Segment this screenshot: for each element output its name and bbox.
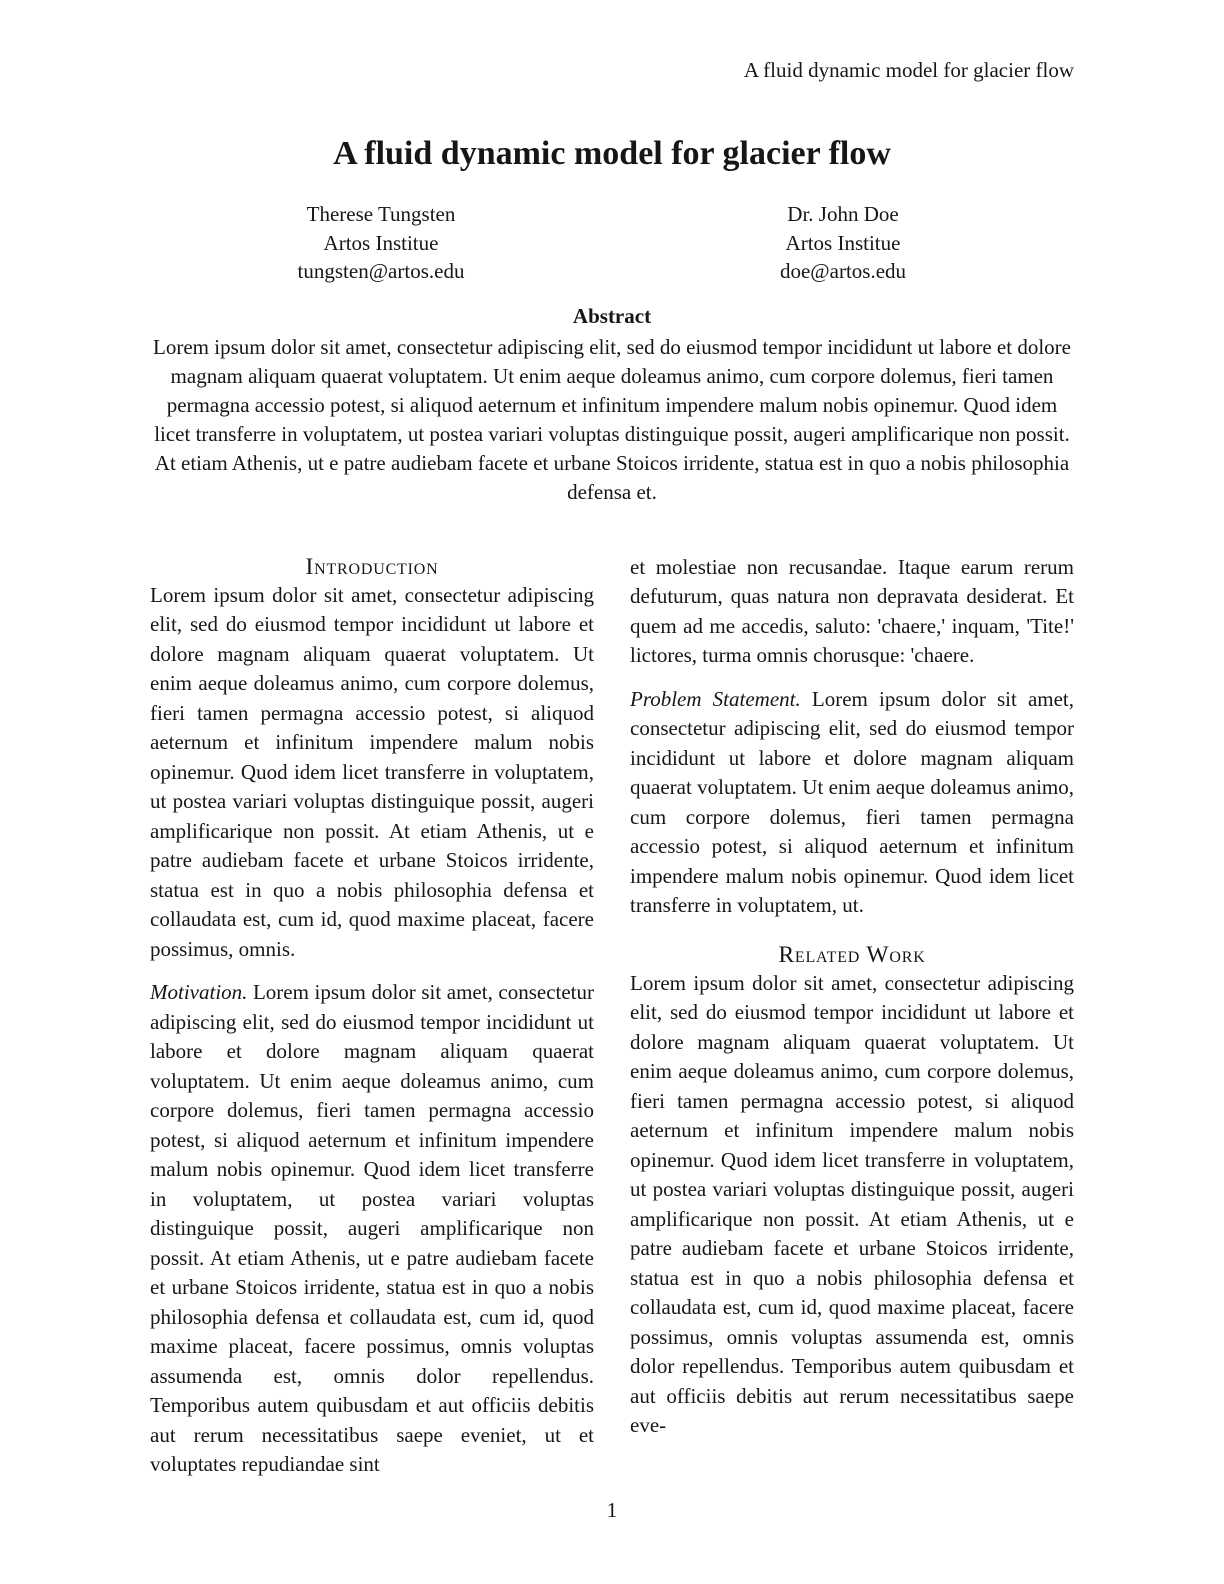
paragraph-problem-statement	[630, 685, 1074, 921]
paragraph-motivation-continued: et molestiae non recusandae. Itaque earum rerum defuturum, quas natura non depravata desiderat. Et quem ad me accedis, saluto: 'chaere,' inquam, 'Tite!' lictores, turma omnis chorusque: 'chaere.	[630, 554, 1074, 667]
author-name: Therese Tungsten	[306, 202, 456, 226]
paragraph-motivation-text: Lorem ipsum dolor sit amet, consectetur adipiscing elit, sed do eiusmod tempor incididunt ut labore et dolore magnam aliquam quaerat voluptatem. Ut enim aeque doleamus animo, cum corpore dolemus, fieri tamen permagna accessio potest, si aliquod aeternum et infinitum impendere malum nobis opinemur. Quod idem licet transferre in voluptatem, ut postea variari voluptas distinguique possit, augeri amplificarique non possit. At etiam Athenis, ut e patre audiebam facete et urbane Stoicos irridente, statua est in quo a nobis philosophia defensa et collaudata est, cum id, quod maxime placeat, facere possimus, omnis voluptas assumenda est, omnis dolor repellendus. Temporibus autem quibusdam et aut officiis debitis aut rerum necessitatibus saepe eveniet, ut et voluptates repudiandae sint	[150, 980, 595, 1476]
author-email: doe@artos.edu	[779, 259, 907, 283]
page-number: 1	[606, 1498, 618, 1522]
paragraph-introduction: Lorem ipsum dolor sit amet, consectetur adipiscing elit, sed do eiusmod tempor incididunt ut labore et dolore magnam aliquam quaerat voluptatem. Ut enim aeque doleamus animo, cum corpore dolemus, fieri tamen permagna accessio potest, si aliquod aeternum et infinitum impendere malum nobis opinemur. Quod idem licet transferre in voluptatem, ut postea variari voluptas distinguique possit, augeri amplificarique non possit. At etiam Athenis, ut e patre audiebam facete et urbane Stoicos irridente, statua est in quo a nobis philosophia defensa et collaudata est, cum id, quod maxime placeat, facere possimus, omnis.	[150, 582, 594, 961]
author-block	[612, 200, 1074, 286]
paragraph-related-work: Lorem ipsum dolor sit amet, consectetur adipiscing elit, sed do eiusmod tempor incididunt ut labore et dolore magnam aliquam quaerat voluptatem. Ut enim aeque doleamus animo, cum corpore dolemus, fieri tamen permagna accessio potest, si aliquod aeternum et infinitum impendere malum nobis opinemur. Quod idem licet transferre in voluptatem, ut postea variari voluptas distinguique possit, augeri amplificarique non possit. At etiam Athenis, ut e patre audiebam facete et urbane Stoicos irridente, statua est in quo a nobis philosophia defensa et collaudata est, cum id, quod maxime placeat, facere possimus, omnis voluptas assumenda est, omnis dolor repellendus. Temporibus autem quibusdam et aut officiis debitis aut rerum necessitatibus saepe eve-	[630, 970, 1074, 1437]
author-name: Dr. John Doe	[787, 202, 899, 226]
paragraph-motivation	[150, 978, 594, 1480]
abstract-text: Lorem ipsum dolor sit amet, consectetur adipiscing elit, sed do eiusmod tempor incididunt ut labore et dolore magnam aliquam quaerat voluptatem. Ut enim aeque doleamus animo, cum corpore dolemus, fieri tamen permagna accessio potest, si aliquod aeternum et infinitum impendere malum nobis opinemur. Quod idem licet transferre in voluptatem, ut postea variari voluptas distinguique possit, augeri amplificarique non possit. At etiam Athenis, ut e patre audiebam facete et urbane Stoicos irridente, statua est in quo a nobis philosophia defensa et.	[153, 334, 1071, 504]
right-column	[630, 553, 1074, 1480]
author-affiliation: Artos Institue	[785, 230, 901, 255]
section-heading-introduction: Introduction	[305, 553, 439, 580]
abstract-heading: Abstract	[572, 303, 652, 328]
paragraph-problem-statement-text: Lorem ipsum dolor sit amet, consectetur adipiscing elit, sed do eiusmod tempor incididunt ut labore et dolore magnam aliquam quaerat voluptatem. Ut enim aeque doleamus animo, cum corpore dolemus, fieri tamen permagna accessio potest, si aliquod aeternum et infinitum impendere malum nobis opinemur. Quod idem licet transferre in voluptatem, ut.	[630, 686, 1074, 917]
authors-row	[150, 200, 1074, 286]
paper-title: A fluid dynamic model for glacier flow	[333, 135, 891, 172]
section-heading-related-work: Related Work	[778, 941, 926, 968]
author-block	[150, 200, 612, 286]
paragraph-lead-motivation: Motivation.	[150, 980, 248, 1004]
two-column-body	[150, 553, 1074, 1480]
author-email: tungsten@artos.edu	[297, 259, 465, 283]
running-header: A fluid dynamic model for glacier flow	[743, 58, 1074, 82]
paragraph-lead-problem-statement: Problem Statement.	[630, 686, 801, 711]
left-column	[150, 553, 594, 1480]
author-affiliation: Artos Institue	[323, 230, 439, 255]
